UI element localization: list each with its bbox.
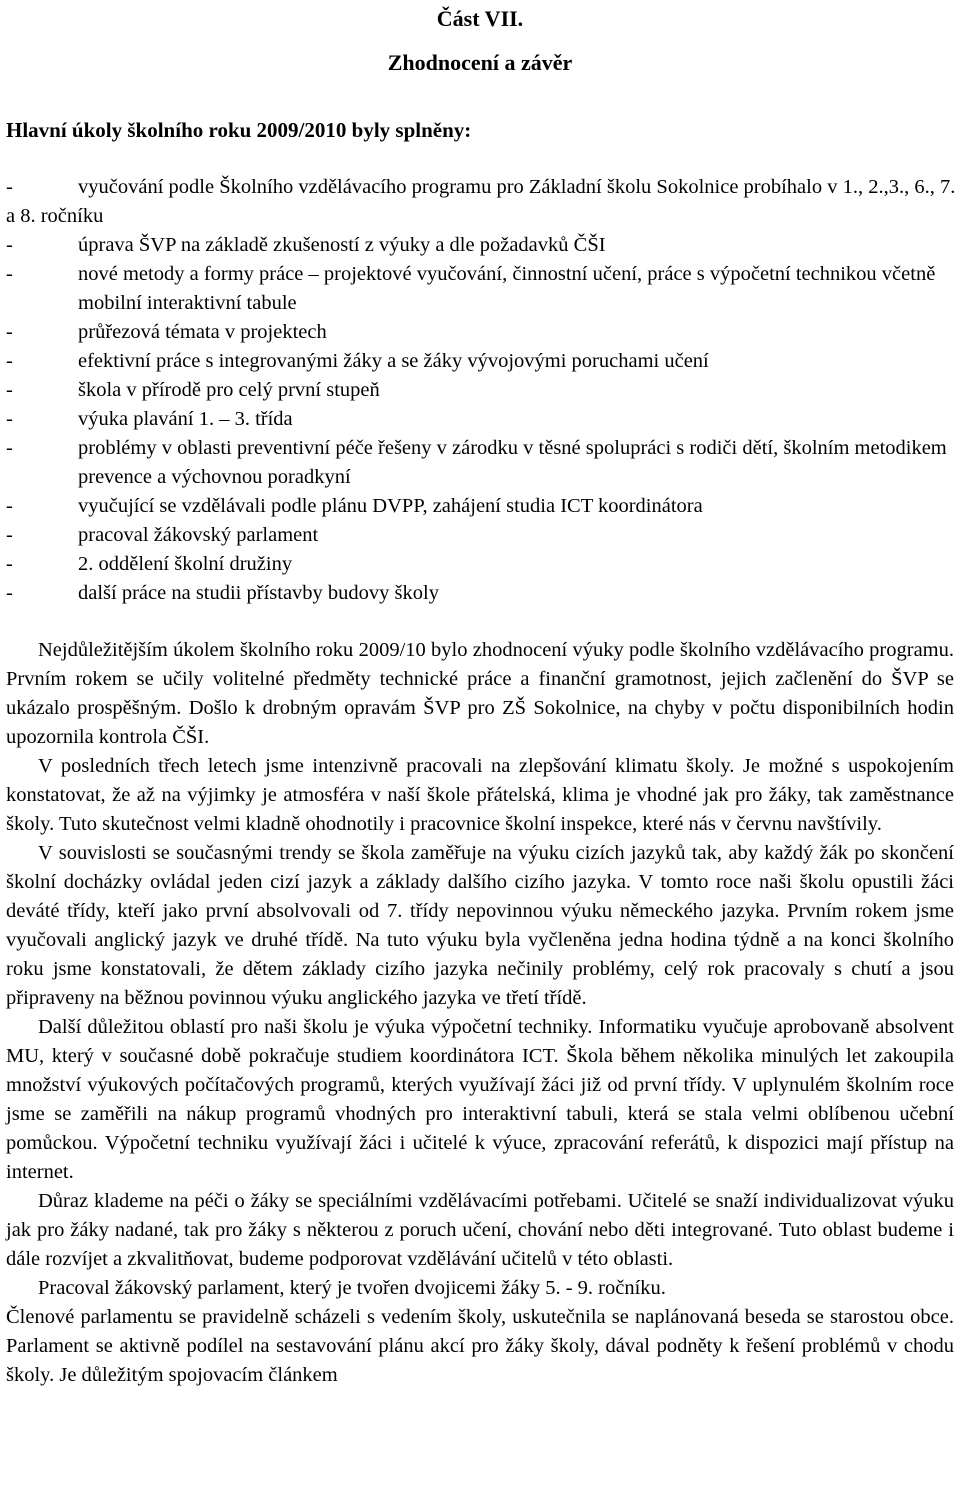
list-item xyxy=(6,434,956,492)
list-item-text: škola v přírodě pro celý první stupeň xyxy=(78,379,380,401)
list-item-text: výuka plavání 1. – 3. třída xyxy=(78,408,293,430)
bullet-dash: - xyxy=(6,495,13,517)
list-item-text: nové metody a formy práce – projektové vyučování, činnostní učení, práce s výpočetní technikou včetně mobilní interaktivní tabule xyxy=(78,263,936,314)
paragraph: Nejdůležitějším úkolem školního roku 2009/10 bylo zhodnocení výuky podle školního vzdělávacího programu. Prvním rokem se učily volitelné předměty technické práce a finanční gramotnost, jejich začlenění do ŠVP se ukázalo prospěšným. Došlo k drobným opravám ŠVP pro ZŠ Sokolnice, na chyby v počtu disponibilních hodin upozornila kontrola ČŠI. xyxy=(6,639,954,748)
bullet-dash: - xyxy=(6,176,13,198)
bullet-dash: - xyxy=(6,408,13,430)
body-text xyxy=(6,636,954,1390)
list-item-text: průřezová témata v projektech xyxy=(78,321,327,343)
bullet-dash: - xyxy=(6,321,13,343)
paragraph: V souvislosti se současnými trendy se škola zaměřuje na výuku cizích jazyků tak, aby každý žák po skončení školní docházky ovládal jeden cizí jazyk a základy dalšího cizího jazyka. V tomto roce naši školu opustili žáci deváté třídy, kteří jako první absolvovali od 7. třídy nepovinnou výuku německého jazyka. Prvním rokem jsme vyučovali anglický jazyk ve druhé třídě. Na tuto výuku byla vyčleněna jedna hodina týdně a na konci školního roku jsme konstatovali, že dětem základy cizího jazyka nečinily problémy, celý rok pracovaly s chutí a jsou připraveny na běžnou povinnou výuku anglického jazyka ve třetí třídě. xyxy=(6,842,954,1009)
list-item-text: úprava ŠVP na základě zkušeností z výuky a dle požadavků ČŠI xyxy=(78,234,606,256)
bullet-dash: - xyxy=(6,379,13,401)
bullet-dash: - xyxy=(6,582,13,604)
list-item-text: problémy v oblasti preventivní péče řešeny v zárodku v těsné spolupráci s rodiči dětí, školním metodikem prevence a výchovnou poradkyní xyxy=(78,437,947,488)
list-item xyxy=(6,347,956,376)
tasks-heading: Hlavní úkoly školního roku 2009/2010 byly splněny: xyxy=(6,118,472,142)
paragraph: Další důležitou oblastí pro naši školu je výuka výpočetní techniky. Informatiku vyučuje aprobovaně absolvent MU, který v současné době pokračuje studiem koordinátora ICT. Škola během několika minulých let zakoupila množství výukových počítačových programů, kterých využívají žáci již od první třídy. V uplynulém školním roce jsme se zaměřili na nákup programů vhodných pro interaktivní tabuli, která se stala velmi oblíbenou učební pomůckou. Výpočetní techniku využívají žáci i učitelé k výuce, zpracování referátů, k dispozici mají přístup na internet. xyxy=(6,1016,954,1183)
list-item xyxy=(6,492,956,521)
list-item xyxy=(6,521,956,550)
bullet-dash: - xyxy=(6,263,13,285)
list-item-text: vyučující se vzdělávali podle plánu DVPP, zahájení studia ICT koordinátora xyxy=(78,495,703,517)
task-list xyxy=(6,173,956,608)
list-item xyxy=(6,405,956,434)
list-item xyxy=(6,318,956,347)
list-item xyxy=(6,260,956,318)
bullet-dash: - xyxy=(6,524,13,546)
list-item xyxy=(6,550,956,579)
list-item xyxy=(6,173,956,231)
list-item-text: pracoval žákovský parlament xyxy=(78,524,319,546)
list-item-text: efektivní práce s integrovanými žáky a se žáky vývojovými poruchami učení xyxy=(78,350,709,372)
part-number-heading: Část VII. xyxy=(436,6,524,31)
list-item-text: další práce na studii přístavby budovy školy xyxy=(78,582,439,604)
list-item xyxy=(6,231,956,260)
list-item xyxy=(6,579,956,608)
bullet-dash: - xyxy=(6,234,13,256)
paragraph: Důraz klademe na péči o žáky se speciálními vzdělávacími potřebami. Učitelé se snaží individualizovat výuku jak pro žáky nadané, tak pro žáky s některou z poruch učení, chování nebo děti integrované. Tuto oblast budeme i dále rozvíjet a zkvalitňovat, budeme podporovat vzdělávání učitelů v této oblasti. xyxy=(6,1190,954,1270)
list-item-text: vyučování podle Školního vzdělávacího programu pro Základní školu Sokolnice probíhalo v 1., 2.,3., 6., 7. a 8. ročníku xyxy=(6,176,956,227)
bullet-dash: - xyxy=(6,350,13,372)
paragraph: V posledních třech letech jsme intenzivně pracovali na zlepšování klimatu školy. Je možné s uspokojením konstatovat, že až na výjimky je atmosféra v naší škole přátelská, klima je vhodné jak pro žáky, tak zaměstnance školy. Tuto skutečnost velmi kladně ohodnotily i pracovnice školní inspekce, které nás v červnu navštívily. xyxy=(6,755,954,835)
bullet-dash: - xyxy=(6,553,13,575)
paragraph: Pracoval žákovský parlament, který je tvořen dvojicemi žáky 5. - 9. ročníku. xyxy=(38,1277,666,1299)
bullet-dash: - xyxy=(6,437,13,459)
list-item-text: 2. oddělení školní družiny xyxy=(78,553,293,575)
list-item xyxy=(6,376,956,405)
chapter-title: Zhodnocení a závěr xyxy=(387,50,573,75)
paragraph: Členové parlamentu se pravidelně scházeli s vedením školy, uskutečnila se naplánovaná beseda se starostou obce. Parlament se aktivně podílel na sestavování plánu akcí pro žáky školy, dával podněty k řešení problémů v chodu školy. Je důležitým spojovacím článkem xyxy=(6,1306,954,1386)
